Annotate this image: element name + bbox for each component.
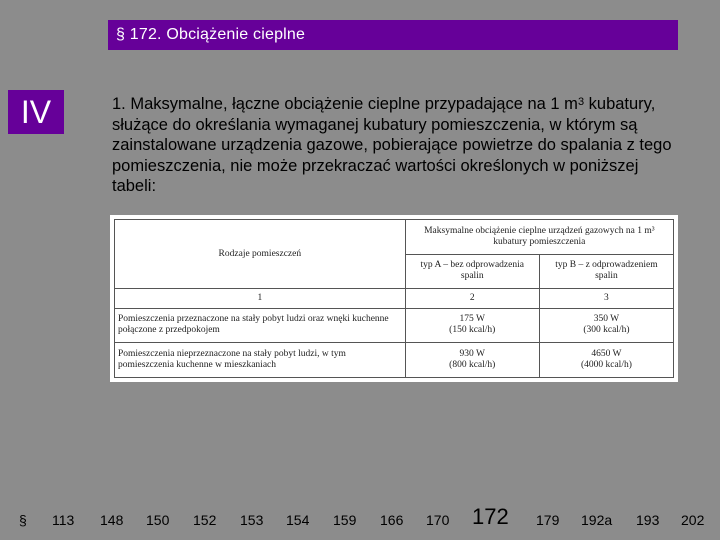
header-type-a: typ A – bez odprowadzenia spalin (405, 254, 539, 289)
type-a-cell (405, 308, 539, 343)
type-a-watts: 175 W (459, 314, 485, 325)
nav-link-152[interactable]: 152 (193, 512, 217, 528)
paragraph-rest: kubatury, służące do określania wymaganej kubatury pomieszczenia, w którym są zainstalowane urządzenia gazowe, pobierające powietrze do spalania z tego pomieszczenia, nie może przekraczać wartości określonych w poniższej tabeli: (112, 95, 672, 195)
nav-link-172-current[interactable]: 172 (472, 504, 509, 529)
table-row (115, 343, 674, 378)
section-navigation (0, 500, 720, 540)
column-number: 2 (405, 289, 539, 308)
heat-load-table (114, 219, 674, 378)
column-number: 1 (115, 289, 406, 308)
nav-link-159[interactable]: 159 (333, 512, 357, 528)
type-a-kcal: (800 kcal/h) (449, 360, 496, 371)
room-type-cell: Pomieszczenia nieprzeznaczone na stały pobyt ludzi, w tym pomieszczenia kuchenne w mieszkaniach (115, 343, 406, 378)
nav-link-179[interactable]: 179 (536, 512, 560, 528)
type-b-kcal: (300 kcal/h) (583, 325, 630, 336)
type-b-cell (539, 308, 673, 343)
header-max-load: Maksymalne obciążenie cieplne urządzeń gazowych na 1 m³ kubatury pomieszczenia (405, 220, 673, 255)
header-room-type: Rodzaje pomieszczeń (115, 220, 406, 289)
type-b-kcal: (4000 kcal/h) (580, 360, 632, 371)
paragraph-text (112, 94, 682, 197)
column-number: 3 (539, 289, 673, 308)
header-type-b: typ B – z odprowadzeniem spalin (539, 254, 673, 289)
nav-link-192a[interactable]: 192a (581, 512, 613, 528)
type-a-watts: 930 W (459, 349, 485, 360)
nav-link-202[interactable]: 202 (681, 512, 705, 528)
nav-link-148[interactable]: 148 (100, 512, 124, 528)
slide-title: § 172. Obciążenie cieplne (108, 20, 678, 50)
nav-link-170[interactable]: 170 (426, 512, 450, 528)
paragraph-prefix: 1. Maksymalne, łączne obciążenie cieplne przypadające na 1 m (112, 95, 578, 113)
table-row (115, 308, 674, 343)
type-b-watts: 350 W (593, 314, 620, 325)
chapter-badge: IV (8, 90, 64, 134)
nav-link-113[interactable]: 113 (52, 512, 75, 528)
type-a-cell (405, 343, 539, 378)
room-type-cell: Pomieszczenia przeznaczone na stały pobyt ludzi oraz wnęki kuchenne połączone z przedpokojem (115, 308, 406, 343)
nav-link-150[interactable]: 150 (146, 512, 170, 528)
nav-link-154[interactable]: 154 (286, 512, 310, 528)
paragraph-superscript: 3 (577, 96, 585, 108)
type-b-watts: 4650 W (591, 349, 622, 360)
type-a-kcal: (150 kcal/h) (449, 325, 496, 336)
nav-link-193[interactable]: 193 (636, 512, 660, 528)
type-b-cell (539, 343, 673, 378)
nav-link-section-sign[interactable]: § (19, 512, 27, 528)
heat-load-table-image (110, 215, 678, 382)
nav-link-153[interactable]: 153 (240, 512, 264, 528)
nav-link-166[interactable]: 166 (380, 512, 404, 528)
